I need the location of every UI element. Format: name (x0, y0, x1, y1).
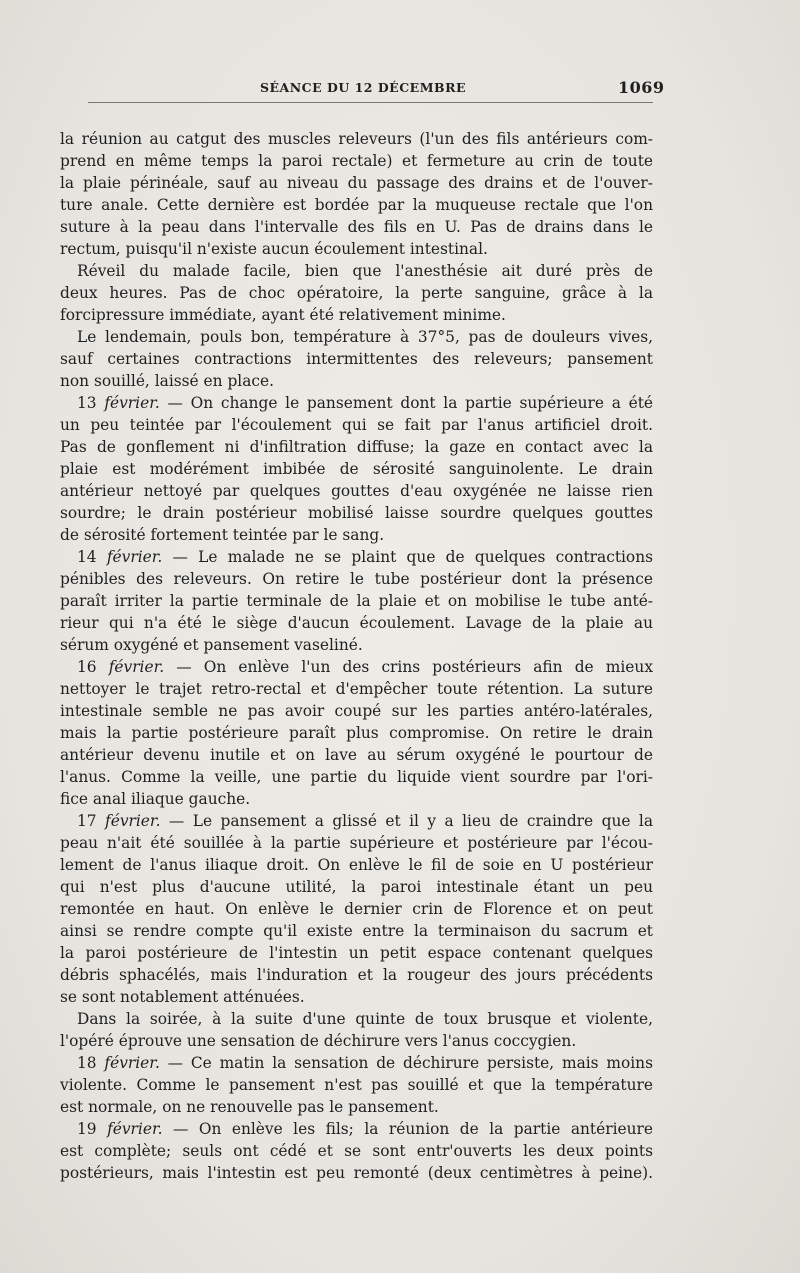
line-text: deux heures. Pas de choc opératoire, la perte sanguine, grâce à la (60, 284, 653, 302)
text-line (60, 1030, 653, 1052)
entry-day: 18 (77, 1054, 105, 1072)
text-line (60, 480, 653, 502)
line-text: de sérosité fortement teintée par le sang. (60, 526, 385, 544)
line-text: Le lendemain, pouls bon, température à 37°5, pas de douleurs vives, (77, 328, 653, 346)
text-line (60, 238, 653, 260)
text-line (60, 546, 653, 568)
text-line (60, 590, 653, 612)
entry-date: février. (105, 812, 161, 830)
text-line (60, 1008, 653, 1030)
entry-day: 17 (77, 812, 106, 830)
entry-date: février. (104, 394, 160, 412)
text-line (60, 414, 653, 436)
page-header (60, 78, 665, 100)
entry-date: février. (106, 548, 163, 566)
line-text: — Le pansement a glissé et il y a lieu de craindre que la (160, 812, 653, 830)
entry-date: février. (104, 1054, 160, 1072)
text-line (60, 744, 653, 766)
line-text: la paroi postérieure de l'intestin un petit espace contenant quelques (60, 944, 653, 962)
text-line (60, 832, 653, 854)
line-text: sauf certaines contractions intermittentes des releveurs; pansement (60, 350, 653, 368)
line-text: l'anus. Comme la veille, une partie du liquide vient sourdre par l'ori- (60, 768, 653, 786)
line-text: violente. Comme le pansement n'est pas souillé et que la température (60, 1076, 653, 1094)
text-line (60, 568, 653, 590)
line-text: prend en même temps la paroi rectale) et fermeture au crin de toute (60, 152, 653, 170)
text-line (60, 788, 653, 810)
text-line (60, 876, 653, 898)
line-text: rectum, puisqu'il n'existe aucun écoulement intestinal. (60, 240, 488, 258)
line-text: se sont notablement atténuées. (60, 988, 305, 1006)
line-text: qui n'est plus d'aucune utilité, la paroi intestinale étant un peu (60, 878, 653, 896)
text-line (60, 172, 653, 194)
line-text: pénibles des releveurs. On retire le tube postérieur dont la présence (60, 570, 653, 588)
entry-day: 19 (77, 1120, 108, 1138)
line-text: sourdre; le drain postérieur mobilisé laisse sourdre quelques gouttes (60, 504, 653, 522)
line-text: — Ce matin la sensation de déchirure persiste, mais moins (159, 1054, 653, 1072)
line-text: l'opéré éprouve une sensation de déchirure vers l'anus coccygien. (60, 1032, 577, 1050)
line-text: — Le malade ne se plaint que de quelques contractions (162, 548, 654, 566)
line-text: — On change le pansement dont la partie supérieure a été (159, 394, 653, 412)
line-text: lement de l'anus iliaque droit. On enlève le fil de soie en U postérieur (60, 856, 653, 874)
text-line (60, 898, 653, 920)
body-text (60, 128, 653, 1184)
line-text: remontée en haut. On enlève le dernier crin de Florence et on peut (60, 900, 653, 918)
line-text: fice anal iliaque gauche. (60, 790, 251, 808)
line-text: antérieur nettoyé par quelques gouttes d'eau oxygénée ne laisse rien (60, 482, 653, 500)
text-line (60, 436, 653, 458)
line-text: ainsi se rendre compte qu'il existe entre la terminaison du sacrum et (60, 922, 653, 940)
line-text: la réunion au catgut des muscles releveurs (l'un des fils antérieurs com- (60, 130, 653, 148)
entry-day: 14 (77, 548, 107, 566)
line-text: est normale, on ne renouvelle pas le pansement. (60, 1098, 439, 1116)
running-title: SÉANCE DU 12 DÉCEMBRE (260, 80, 467, 95)
header-rule (88, 102, 653, 103)
line-text: paraît irriter la partie terminale de la plaie et on mobilise le tube anté- (60, 592, 653, 610)
text-line (60, 260, 653, 282)
text-line (60, 1096, 653, 1118)
line-text: suture à la peau dans l'intervalle des fils en U. Pas de drains dans le (60, 218, 653, 236)
text-line (60, 920, 653, 942)
text-line (60, 700, 653, 722)
text-line (60, 656, 653, 678)
text-line (60, 216, 653, 238)
text-line (60, 854, 653, 876)
text-line (60, 678, 653, 700)
text-line (60, 326, 653, 348)
text-line (60, 282, 653, 304)
line-text: sérum oxygéné et pansement vaseliné. (60, 636, 363, 654)
line-text: ture anale. Cette dernière est bordée par la muqueuse rectale que l'on (60, 196, 653, 214)
line-text: Pas de gonflement ni d'infiltration diffuse; la gaze en contact avec la (60, 438, 653, 456)
text-line (60, 1162, 653, 1184)
text-line (60, 304, 653, 326)
line-text: plaie est modérément imbibée de sérosité sanguinolente. Le drain (60, 460, 653, 478)
text-line (60, 722, 653, 744)
text-line (60, 194, 653, 216)
page-number: 1069 (618, 78, 665, 97)
line-text: — On enlève l'un des crins postérieurs afin de mieux (164, 658, 653, 676)
line-text: débris sphacélés, mais l'induration et la rougeur des jours précédents (60, 966, 653, 984)
line-text: intestinale semble ne pas avoir coupé sur les parties antéro-latérales, (60, 702, 653, 720)
text-line (60, 1140, 653, 1162)
line-text: la plaie périnéale, sauf au niveau du passage des drains et de l'ouver- (60, 174, 653, 192)
line-text: postérieurs, mais l'intestin est peu remonté (deux centimètres à peine). (60, 1164, 653, 1182)
text-line (60, 1118, 653, 1140)
text-line (60, 458, 653, 480)
text-line (60, 150, 653, 172)
text-line (60, 964, 653, 986)
entry-date: février. (107, 1120, 163, 1138)
line-text: un peu teintée par l'écoulement qui se fait par l'anus artificiel droit. (60, 416, 653, 434)
text-line (60, 370, 653, 392)
text-line (60, 1052, 653, 1074)
text-line (60, 810, 653, 832)
text-line (60, 766, 653, 788)
line-text: non souillé, laissé en place. (60, 372, 275, 390)
line-text: est complète; seuls ont cédé et se sont entr'ouverts les deux points (60, 1142, 653, 1160)
text-line (60, 348, 653, 370)
text-line (60, 524, 653, 546)
text-line (60, 1074, 653, 1096)
text-line (60, 128, 653, 150)
entry-day: 13 (77, 394, 105, 412)
text-line (60, 392, 653, 414)
line-text: mais la partie postérieure paraît plus compromise. On retire le drain (60, 724, 653, 742)
line-text: forcipressure immédiate, ayant été relativement minime. (60, 306, 506, 324)
line-text: antérieur devenu inutile et on lave au sérum oxygéné le pourtour de (60, 746, 653, 764)
text-line (60, 942, 653, 964)
text-line (60, 986, 653, 1008)
line-text: nettoyer le trajet retro-rectal et d'empêcher toute rétention. La suture (60, 680, 653, 698)
entry-date: février. (108, 658, 165, 676)
entry-day: 16 (77, 658, 109, 676)
line-text: — On enlève les fils; la réunion de la partie antérieure (162, 1120, 653, 1138)
line-text: rieur qui n'a été le siège d'aucun écoulement. Lavage de la plaie au (60, 614, 653, 632)
text-line (60, 502, 653, 524)
line-text: peau n'ait été souillée à la partie supérieure et postérieure par l'écou- (60, 834, 653, 852)
text-line (60, 612, 653, 634)
text-line (60, 634, 653, 656)
line-text: Réveil du malade facile, bien que l'anesthésie ait duré près de (77, 262, 653, 280)
line-text: Dans la soirée, à la suite d'une quinte de toux brusque et violente, (77, 1010, 653, 1028)
